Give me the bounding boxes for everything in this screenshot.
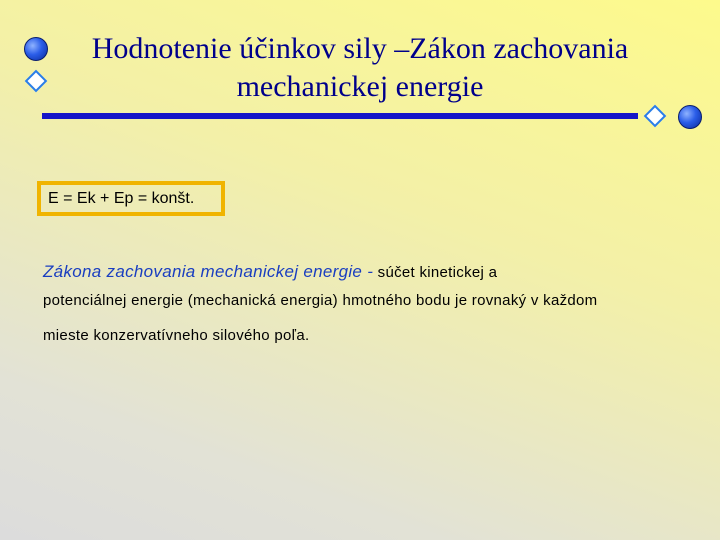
definition-line-3: mieste konzervatívneho silového poľa. xyxy=(43,327,310,344)
bullet-ball-icon-right xyxy=(678,105,702,129)
definition-line-1 xyxy=(43,262,683,286)
definition-term: Zákona zachovania mechanickej energie - xyxy=(43,262,374,281)
diamond-icon-right xyxy=(644,105,667,128)
title-underline xyxy=(42,113,638,119)
title-line-1: Hodnotenie účinkov sily –Zákon zachovania xyxy=(91,32,629,65)
formula-text: E = Ek + Ep = konšt. xyxy=(48,190,195,207)
title-line-2: mechanickej energie xyxy=(236,70,484,103)
definition-line-2: potenciálnej energie (mechanická energia) hmotného bodu je rovnaký v každom xyxy=(43,292,598,309)
slide-title xyxy=(40,30,680,106)
formula-box xyxy=(37,181,225,216)
definition-text xyxy=(43,262,683,344)
definition-line-1-rest: súčet kinetickej a xyxy=(373,264,498,281)
